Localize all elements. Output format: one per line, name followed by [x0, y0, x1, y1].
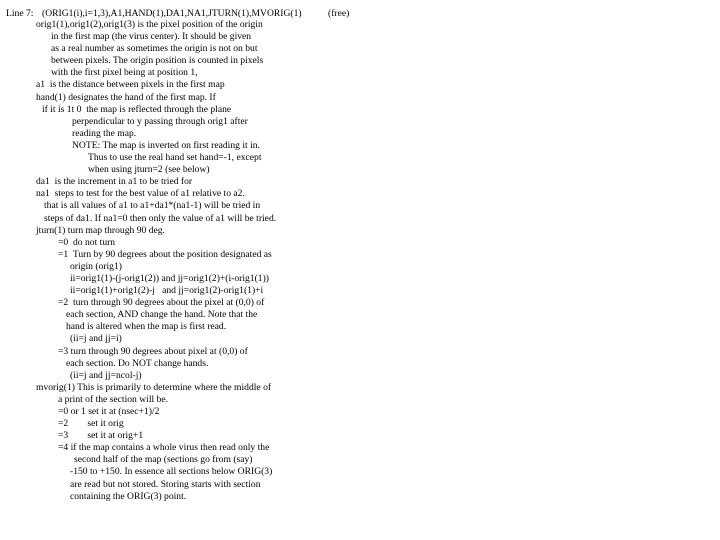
text-line: steps of da1. If na1=0 then only the value of a1 will be tried. — [44, 212, 277, 224]
line-label: Line 7: — [6, 8, 34, 19]
text-line: a1 is the distance between pixels in the first map — [36, 79, 225, 91]
text-line: =0 or 1 set it at (nsec+1)/2 — [58, 406, 160, 417]
text-line: as a real number as sometimes the origin is not on but — [51, 43, 258, 55]
text-line: ii=orig1(1)+orig1(2)-j and jj=orig1(2)-orig1(1)+i — [70, 285, 264, 297]
text-line: =2 set it orig — [58, 418, 124, 430]
parameter-descriptions — [0, 19, 720, 503]
text-line: perpendicular to y passing through orig1 after — [72, 115, 248, 127]
text-line: in the first map (the virus center). It should be given — [51, 31, 252, 43]
text-line: origin (orig1) — [70, 260, 122, 272]
text-line: =1 Turn by 90 degrees about the position designated as — [58, 248, 272, 260]
text-line: each section, AND change the hand. Note that the — [66, 309, 258, 321]
text-line: are read but not stored. Storing starts with section — [70, 478, 261, 490]
parameter-signature: (ORIG1(i),i=1,3),A1,HAND(1),DA1,NA1,JTURN(1),MVORIG(1) — [42, 8, 302, 19]
text-line: da1 is the increment in a1 to be tried for — [36, 176, 193, 188]
text-line: =0 do not turn — [58, 236, 116, 248]
text-line: (ii=j and jj=ncol-j) — [70, 369, 142, 381]
text-line: Thus to use the real hand set hand=-1, except — [88, 152, 262, 164]
text-line: =2 turn through 90 degrees about the pixel at (0,0) of — [58, 297, 265, 309]
text-line: when using jturn=2 (see below) — [88, 164, 210, 176]
text-line: mvorig(1) This is primarily to determine where the middle of — [36, 381, 272, 393]
text-line: na1 steps to test for the best value of a1 relative to a2. — [36, 188, 245, 200]
text-line: between pixels. The origin position is counted in pixels — [51, 55, 264, 67]
text-line: reading the map. — [72, 127, 137, 139]
text-line: with the first pixel being at position 1, — [51, 67, 198, 79]
text-line: NOTE: The map is inverted on first reading it in. — [72, 139, 260, 151]
text-line: a print of the section will be. — [58, 393, 169, 405]
text-line: ii=orig1(1)-(j-orig1(2)) and jj=orig1(2)+(i-orig1(1)) — [70, 272, 269, 284]
text-line: containing the ORIG(3) point. — [70, 490, 187, 502]
format-tag: (free) — [328, 8, 350, 19]
text-line: -150 to +150. In essence all sections below ORIG(3) — [70, 466, 273, 478]
text-line: that is all values of a1 to a1+da1*(na1-1) will be tried in — [44, 200, 261, 212]
text-line: =4 if the map contains a whole virus then read only the — [58, 442, 270, 454]
text-line: orig1(1),orig1(2),orig1(3) is the pixel position of the origin — [36, 19, 263, 30]
text-line: (ii=j and jj=i) — [70, 333, 122, 345]
text-line: hand(1) designates the hand of the first map. If — [36, 91, 216, 103]
text-line: jturn(1) turn map through 90 deg. — [36, 224, 165, 236]
text-line: hand is altered when the map is first read. — [66, 321, 227, 333]
text-line: =3 set it at orig+1 — [58, 430, 144, 442]
text-line: if it is 1t 0 the map is reflected through the plane — [42, 103, 232, 115]
text-line: =3 turn through 90 degrees about pixel at (0,0) of — [58, 345, 248, 357]
text-line: second half of the map (sections go from (say) — [74, 454, 253, 466]
text-line: each section. Do NOT change hands. — [66, 357, 209, 369]
